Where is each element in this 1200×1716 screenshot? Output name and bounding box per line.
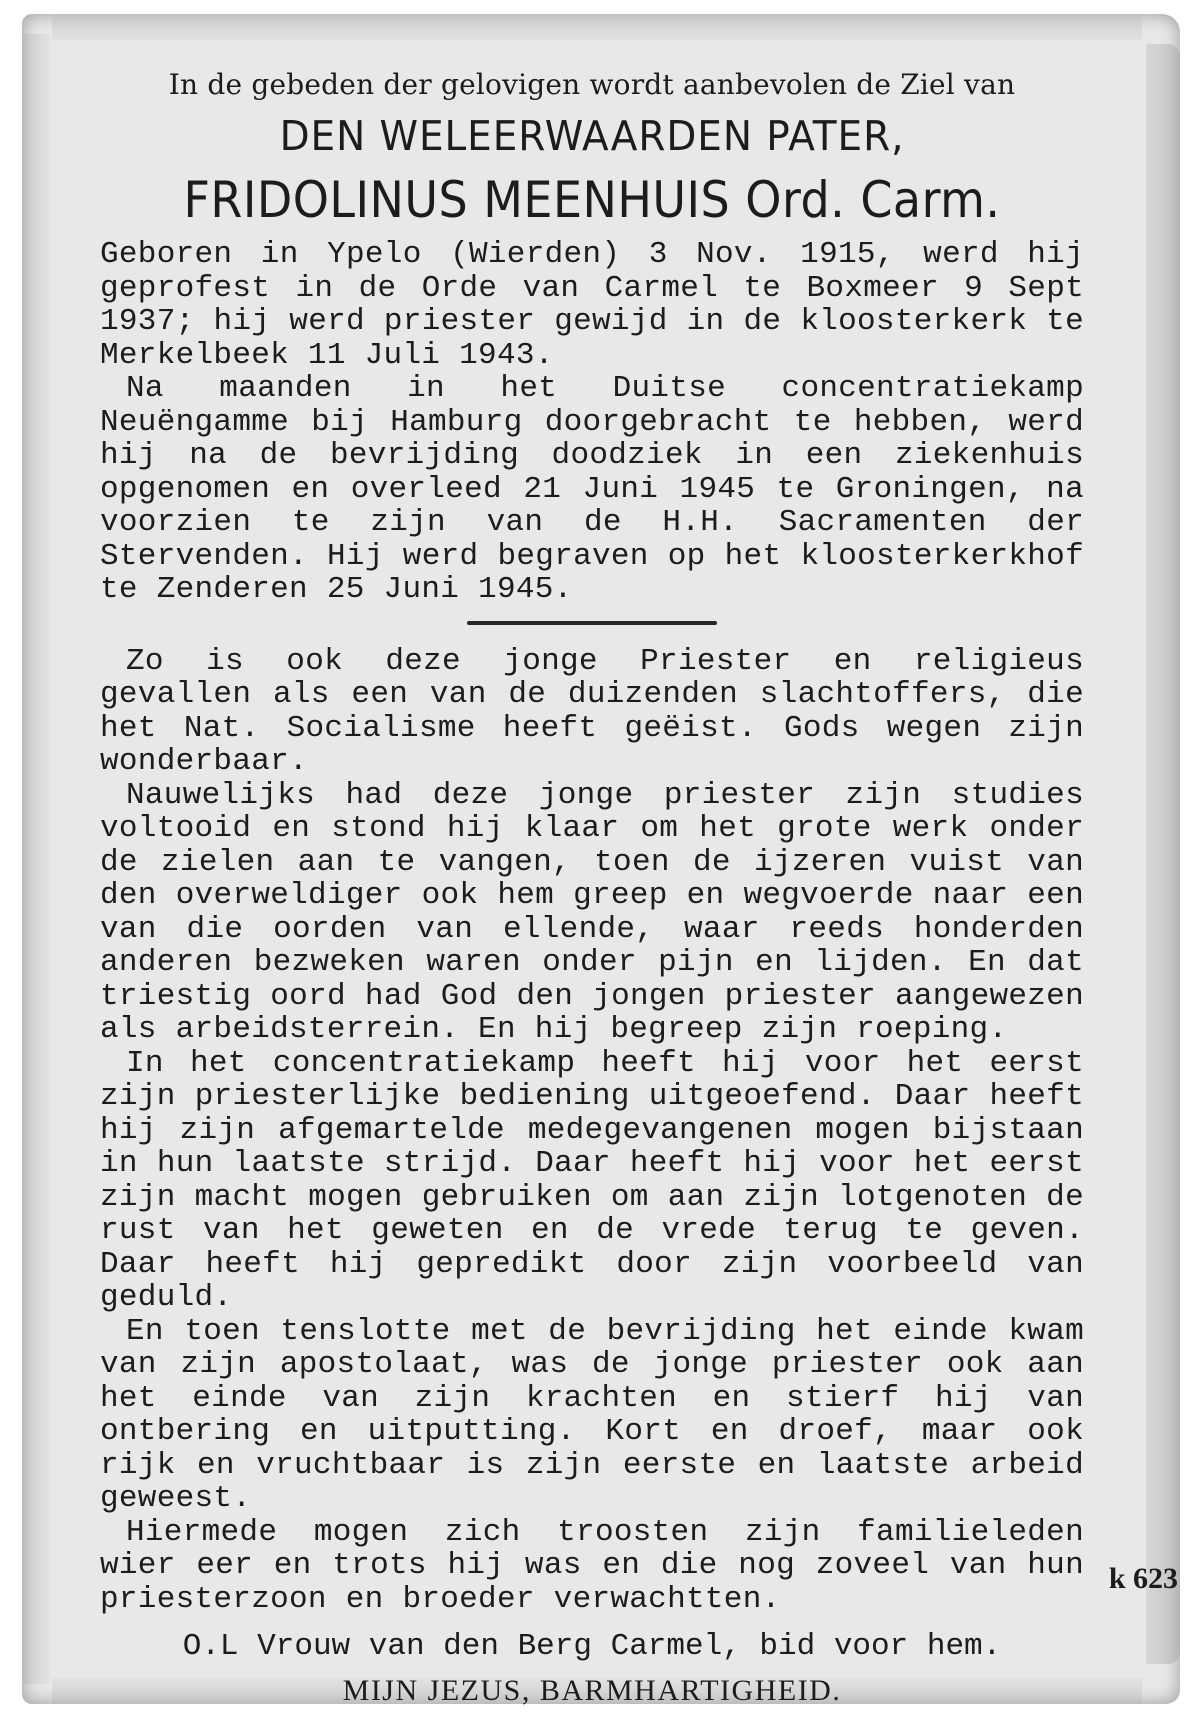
reflection-paragraph: Zo is ook deze jonge Priester en religieus gevallen als een van de duizenden slachtoffers, die het Nat. Socialisme heeft geëist. Gods wegen zijn wonderbaar. <box>100 643 1084 779</box>
biography-paragraph: Na maanden in het Duitse concentratiekamp Neuëngamme bij Hamburg doorgebracht te hebben, werd hij na de bevrijding doodziek in een ziekenhuis opgenomen en overleed 21 Juni 1945 te Groningen, na voorzien te zijn van de H.H. Sacramenten der Stervenden. Hij werd begraven op het kloosterkerkhof te Zenderen 25 Juni 1945. <box>100 371 1084 607</box>
reflection-paragraph: Hiermede mogen zich troosten zijn familieleden wier eer en trots hij was en die nog zoveel van hun priesterzoon en broeder verwachtten. <box>100 1514 1084 1617</box>
reflection-paragraph: In het concentratiekamp heeft hij voor het eerst zijn priesterlijke bediening uitgeoefend. Daar heeft hij zijn afgemartelde medegevangenen mogen bijstaan in hun laatste strijd. Daar heeft hij voor het eerst zijn macht mogen gebruiken om aan zijn lotgenoten de rust van het geweten en de vrede terug te geven. Daar heeft hij gepredikt door zijn voorbeeld van geduld. <box>100 1045 1084 1315</box>
printer-reference: k 623 <box>1108 1562 1178 1595</box>
biography-paragraph: Geboren in Ypelo (Wierden) 3 Nov. 1915, werd hij geprofest in de Orde van Carmel te Boxmeer 9 Sept 1937; hij werd priester gewijd in de kloosterkerk te Merkelbeek 11 Juli 1943. <box>100 237 1084 373</box>
card-content <box>100 66 1084 1710</box>
prayer-line: O.L Vrouw van den Berg Carmel, bid voor hem. <box>182 1629 1002 1664</box>
card-edge-right <box>1146 44 1180 1664</box>
invocation-line: MIJN JEZUS, BARMHARTIGHEID. <box>342 1674 842 1707</box>
title-name: FRIDOLINUS MEENHUIS Ord. Carm. <box>183 171 1001 229</box>
card-edge-top <box>52 14 1142 40</box>
divider-rule <box>467 621 717 625</box>
intro-line: In de gebeden der gelovigen wordt aanbevolen de Ziel van <box>168 68 1016 101</box>
reflection-paragraph: Nauwelijks had deze jonge priester zijn studies voltooid en stond hij klaar om het grote werk onder de zielen aan te vangen, toen de ijzeren vuist van den overweldiger ook hem greep en wegvoerde naar een van die oorden van ellende, waar reeds honderden anderen bezweken waren onder pijn en lijden. En dat triestig oord had God den jongen priester aangewezen als arbeidsterrein. En hij begreep zijn roeping. <box>100 777 1084 1047</box>
reflection-paragraph: En toen tenslotte met de bevrijding het einde kwam van zijn apostolaat, was de jonge priester ook aan het einde van zijn krachten en stierf hij van ontbering en uitputting. Kort en droef, maar ook rijk en vruchtbaar is zijn eerste en laatste arbeid geweest. <box>100 1313 1084 1516</box>
card-edge-left <box>22 34 50 1684</box>
title-honorific: DEN WELEERWAARDEN PATER, <box>279 112 905 160</box>
